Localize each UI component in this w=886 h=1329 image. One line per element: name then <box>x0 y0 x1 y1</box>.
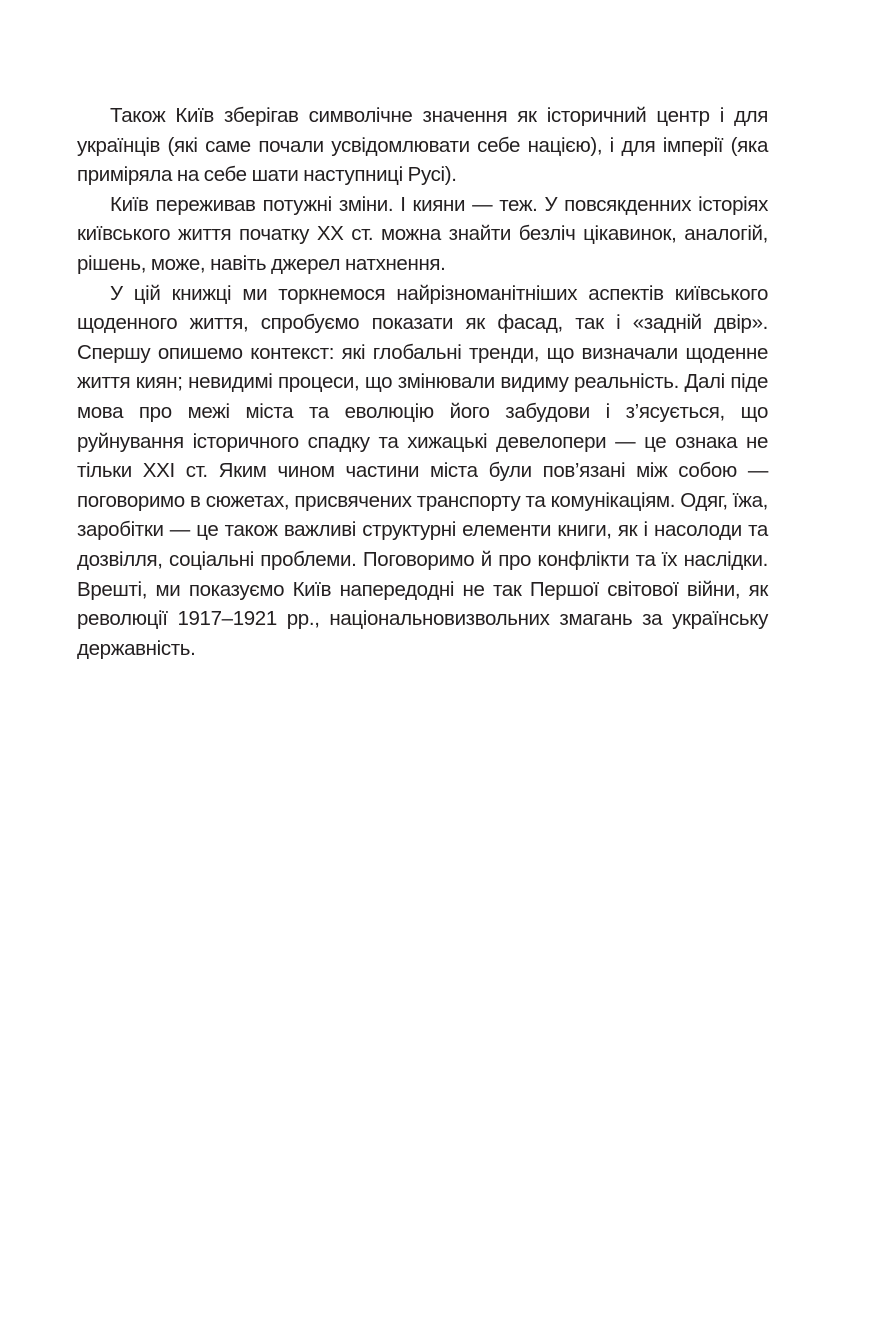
body-text <box>77 101 768 663</box>
paragraph-2: Київ переживав потужні зміни. І кияни — теж. У повсякденних історіях київського життя початку ХХ ст. можна знайти безліч цікавинок, аналогій, рішень, може, навіть джерел натхнення. <box>77 192 768 275</box>
paragraph-3: У цій книжці ми торкнемося найрізноманітніших аспектів київського щоденного життя, спробуємо показати як фасад, так і «задній двір». Спершу опишемо контекст: які глобальні тренди, що визначали щоденне життя киян; невидимі процеси, що змінювали видиму реальність. Далі піде мова про межі міста та еволюцію його забудови і з’ясується, що руйнування історичного спадку та хижацькі девелопери — це ознака не тільки ХХІ ст. Яким чином частини міста були пов’язані між собою — поговоримо в сюжетах, присвячених транспорту та комунікаціям. Одяг, їжа, заробітки — це також важливі структурні елементи книги, як і насолоди та дозвілля, соціальні проблеми. Поговоримо й про конфлікти та їх наслідки. Врешті, ми показуємо Київ напередодні не так Першої світової війни, як революції 1917–1921 рр., національновизвольних змагань за українську державність. <box>77 281 768 660</box>
paragraph-1: Також Київ зберігав символічне значення як історичний центр і для українців (які саме почали усвідомлювати себе нацією), і для імперії (яка приміряла на себе шати наступниці Русі). <box>77 104 768 187</box>
